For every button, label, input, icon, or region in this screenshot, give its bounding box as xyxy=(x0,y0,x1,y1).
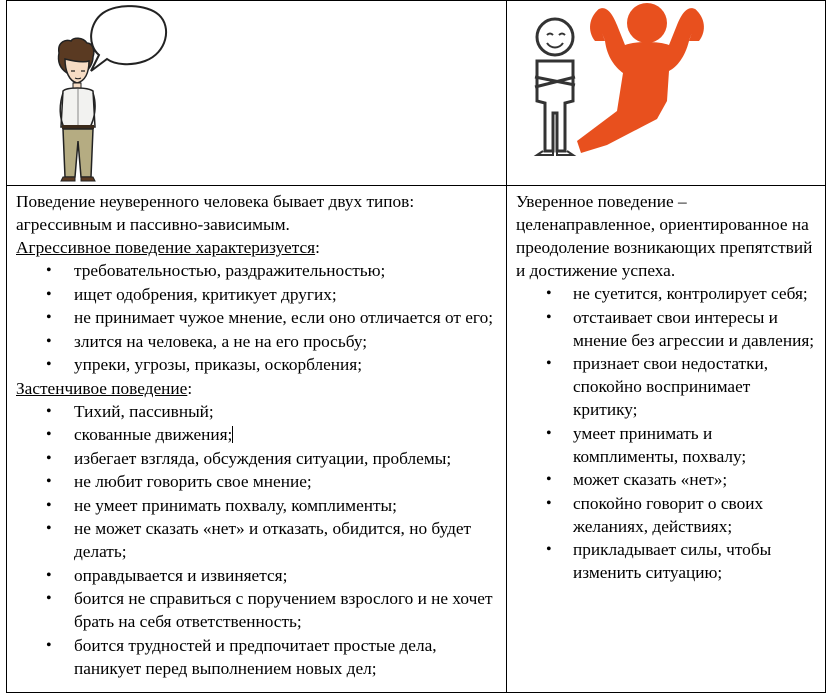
list-item: • ищет одобрения, критикует других; xyxy=(16,283,502,306)
list-item: • оправдывается и извиняется; xyxy=(16,564,502,587)
shy-list xyxy=(16,400,502,680)
person-outline-icon xyxy=(535,19,575,155)
list-item: • не суетится, контролирует себя; xyxy=(516,282,816,305)
list-item: • умеет принимать и комплименты, похвалу; xyxy=(516,422,816,468)
list-item: • избегает взгляда, обсуждения ситуации, проблемы; xyxy=(16,447,502,470)
shy-heading-line xyxy=(16,377,502,400)
insecure-behavior-text xyxy=(16,190,502,680)
list-item: • не умеет принимать похвалу, комплименты; xyxy=(16,494,502,517)
text-cursor xyxy=(232,426,233,443)
list-item-text: скованные движения; xyxy=(74,425,233,444)
confident-list xyxy=(516,282,816,584)
speech-bubble-icon xyxy=(91,6,166,71)
shy-heading-colon: : xyxy=(187,378,193,398)
list-item: • прикладывает силы, чтобы изменить ситуацию; xyxy=(516,538,816,584)
list-item xyxy=(16,423,502,446)
shy-heading: Застенчивое поведение xyxy=(16,378,188,398)
list-item: • боится не справиться с поручением взрослого и не хочет брать на себя ответственность; xyxy=(16,587,502,633)
list-item: • не принимает чужое мнение, если оно отличается от его; xyxy=(16,306,502,329)
list-item: • может сказать «нет»; xyxy=(516,468,816,491)
strong-shadow-icon xyxy=(577,3,704,153)
cell-insecure-image xyxy=(6,0,507,186)
confident-person-illustration xyxy=(507,1,825,185)
shy-boy-illustration xyxy=(7,1,506,185)
confident-behavior-text xyxy=(516,190,816,585)
aggressive-heading-line xyxy=(16,236,502,259)
list-item: • боится трудностей и предпочитает простые дела, паникует перед выполнением новых дел; xyxy=(16,634,502,680)
list-item: • не любит говорить свое мнение; xyxy=(16,470,502,493)
cell-confident-image xyxy=(506,0,826,186)
list-item: • Тихий, пассивный; xyxy=(16,400,502,423)
aggressive-heading: Агрессивное поведение характеризуется xyxy=(16,238,316,257)
confident-intro: Уверенное поведение – целенаправленное, ориентированное на преодоление возникающих препятствий и достижение успеха. xyxy=(516,192,813,280)
list-item: • спокойно говорит о своих желаниях, действиях; xyxy=(516,492,816,538)
list-item: • признает свои недостатки, спокойно воспринимает критику; xyxy=(516,352,816,421)
list-item: • не может сказать «нет» и отказать, обидится, но будет делать; xyxy=(16,517,502,563)
cell-confident-text xyxy=(506,185,826,693)
cell-insecure-text xyxy=(6,185,507,693)
aggressive-heading-colon: : xyxy=(315,238,320,257)
list-item: • отстаивает свои интересы и мнение без агрессии и давления; xyxy=(516,306,816,352)
insecure-intro: Поведение неуверенного человека бывает двух типов: агрессивным и пассивно-зависимым. xyxy=(16,192,415,234)
list-item: • требовательностью, раздражительностью; xyxy=(16,259,502,282)
aggressive-list xyxy=(16,259,502,376)
list-item: • упреки, угрозы, приказы, оскорбления; xyxy=(16,353,502,376)
list-item: • злится на человека, а не на его просьбу; xyxy=(16,330,502,353)
